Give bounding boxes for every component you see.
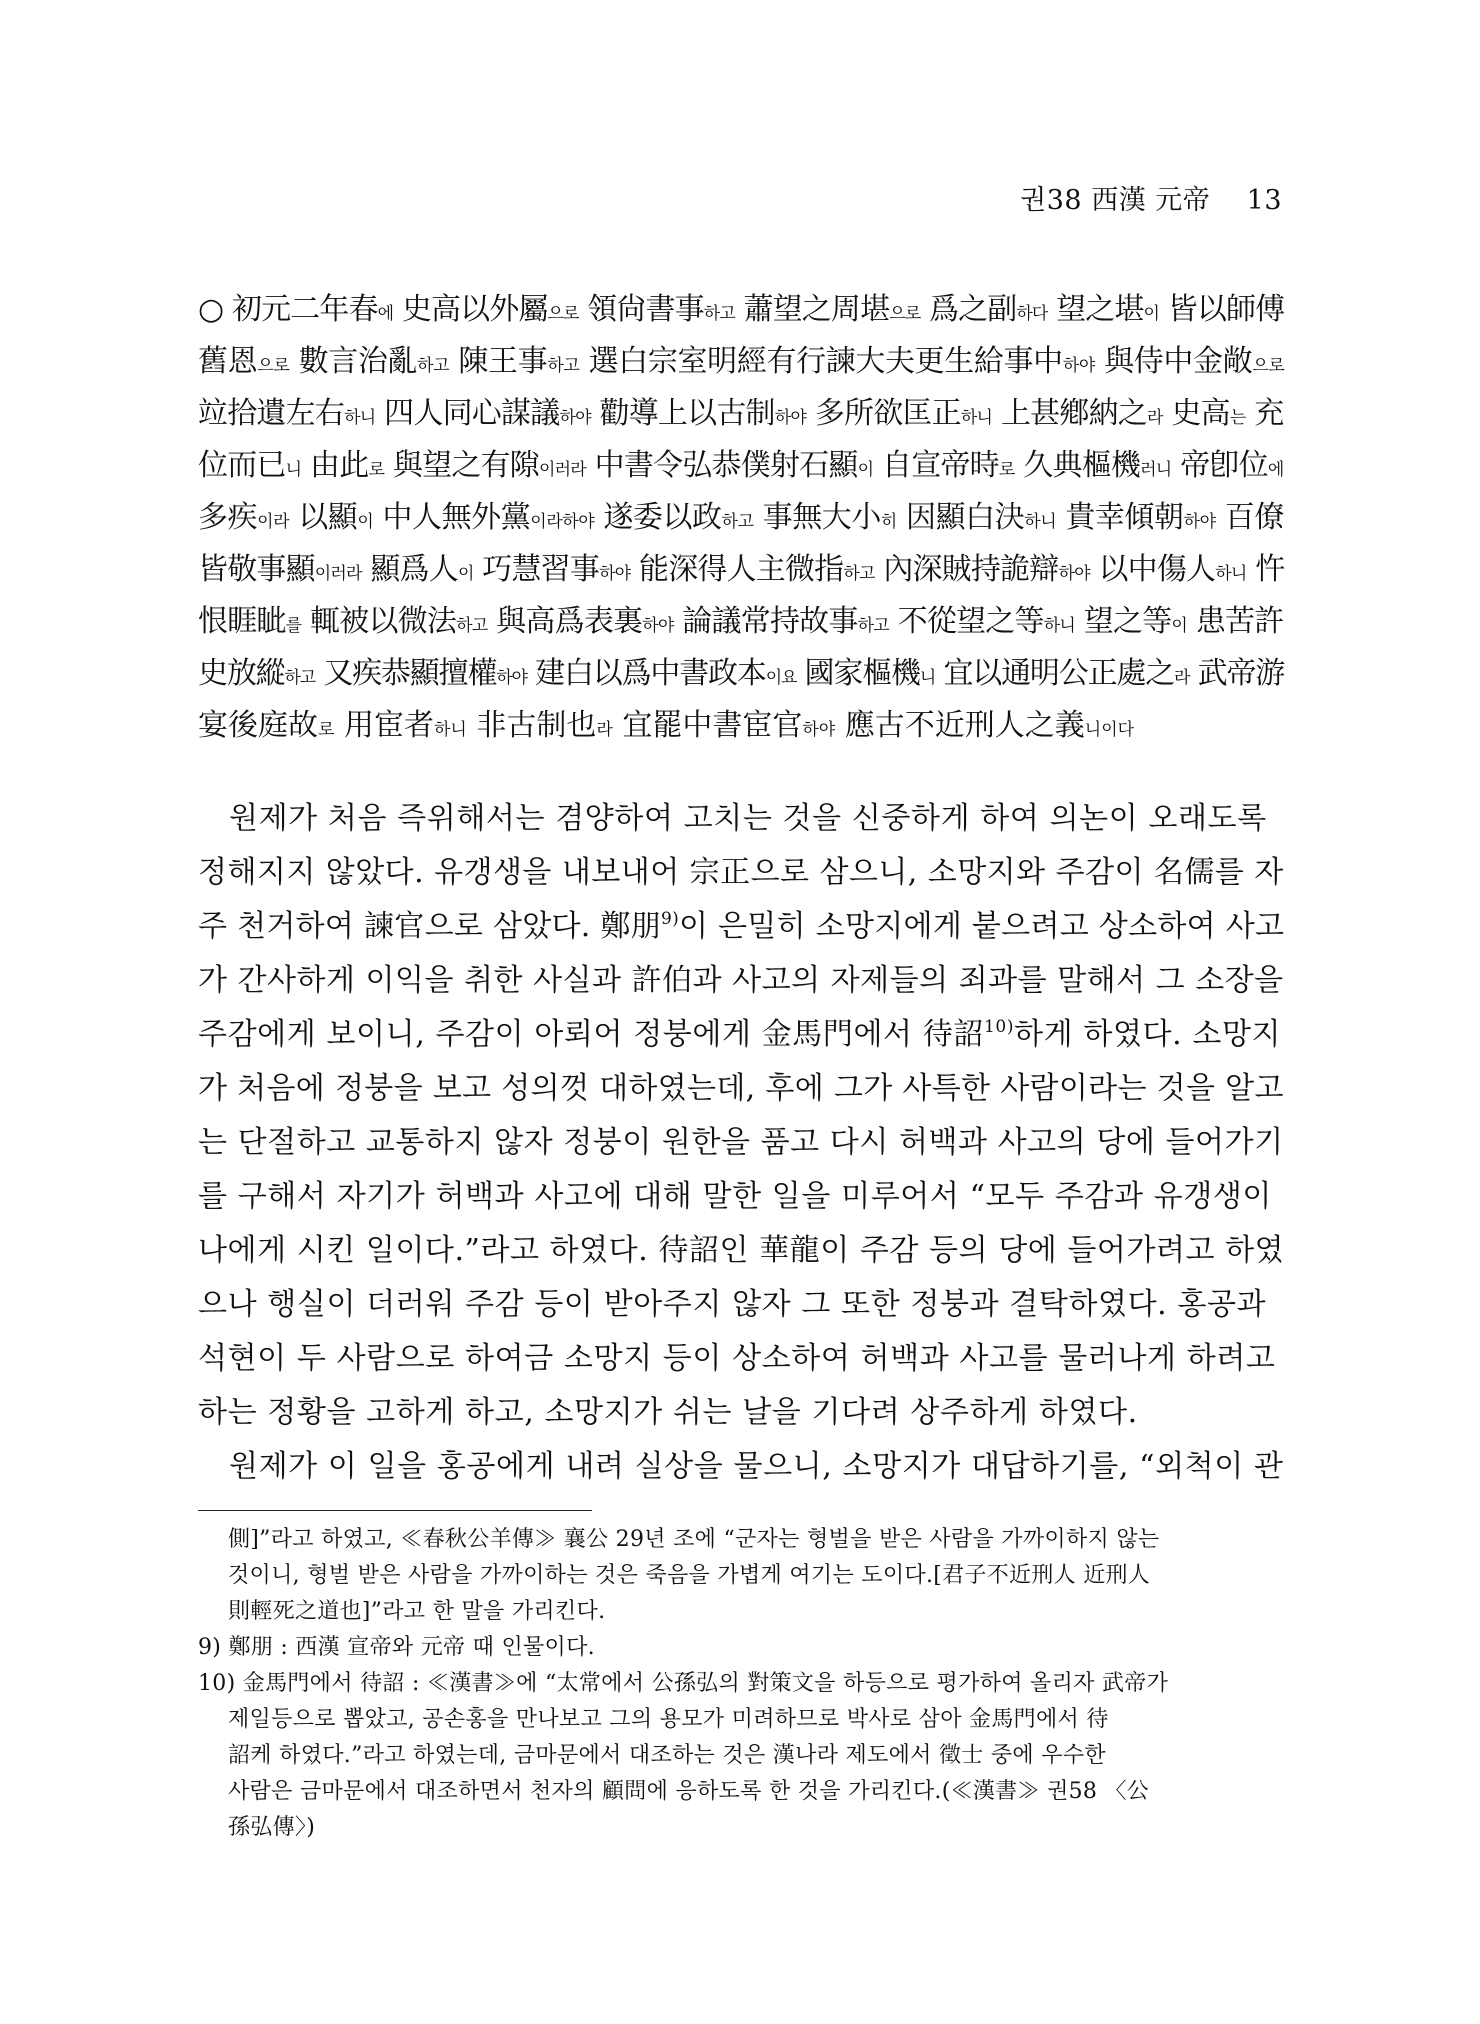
particle: 를 [285,616,302,636]
particle: 으로 [257,356,290,376]
particle: 라 [1174,668,1190,688]
particle: 하니 [1024,512,1057,532]
particle: 로 [368,460,385,480]
footnote-number: 9) [198,1635,222,1660]
footnote-line: 것이니, 형벌 받은 사람을 가까이하는 것은 죽음을 가볍게 여기는 도이다.[君子不近刑人 近刑人 [228,1563,1151,1588]
classical-text-line: 多疾이라 以顯이 中人無外黨이라하야 遂委以政하고 事無大小히 因顯白決하니 貴幸傾朝하야 百僚 [198,500,1284,535]
classical-text-line: 史放縱하고 又疾恭顯擅權하야 建白以爲中書政本이요 國家樞機니 宜以通明公正處之라 武帝游 [198,656,1285,691]
particle: 러니 [1140,460,1172,480]
particle: 라 [1147,408,1163,428]
classical-text-line: 皆敬事顯이러라 顯爲人이 巧慧習事하야 能深得人主微指하고 內深賊持詭辯하야 以中傷人하니 忤 [198,552,1285,587]
footnote-line: 側]”라고 하였고, ≪春秋公羊傳≫ 襄公 29년 조에 “군자는 형벌을 받은 사람을 가까이하지 않는 [228,1527,1160,1552]
particle: 하니 [960,408,993,428]
particle: 에 [1267,460,1284,480]
particle: 하니 [344,408,376,428]
footnote-line: 孫弘傳〉) [228,1815,316,1840]
particle: 하야 [599,564,631,584]
footnote-number: 10) [198,1671,236,1696]
particle: 이 [1171,616,1188,636]
particle: 니 [285,460,302,480]
classical-text-line: 恨睚眦를 輒被以微法하고 與高爲表裏하야 論議常持故事하고 不從望之等하니 望之等이 患苦許 [198,604,1284,639]
classical-chinese-text [198,284,1284,752]
particle: 하니 [1043,616,1076,636]
particle: 니이다 [1084,720,1135,740]
translation-line: 주감에게 보이니, 주감이 아뢰어 정붕에게 金馬門에서 待詔$^{10)}$하게 하였다. 소망지 [198,1017,1282,1052]
particle: 하야 [1058,564,1090,584]
particle: 이 [357,512,374,532]
footnote-9: 9) 鄭朋 : 西漢 宣帝와 元帝 때 인물이다. [198,1630,1284,1666]
translation-line: 원제가 처음 즉위해서는 겸양하여 고치는 것을 신중하게 하여 의논이 오래도록 [229,801,1267,836]
particle: 하고 [721,512,754,532]
footnote-line: 제일등으로 뽑았고, 공손홍을 만나보고 그의 용모가 미려하므로 박사로 삼아 金馬門에서 待 [228,1707,1109,1732]
footnote-ref-9: 9) [660,909,680,929]
running-header [1020,178,1282,217]
translation-line: 정해지지 않았다. 유갱생을 내보내어 宗正으로 삼으니, 소망지와 주감이 名儒를 자 [198,855,1284,890]
particle: 이요 [765,668,797,688]
particle: 하야 [774,408,807,428]
particle: 에 [377,304,394,324]
particle: 으로 [889,304,921,324]
particle: 이라하야 [530,512,595,532]
particle: 로 [998,460,1015,480]
particle: 하다 [1016,304,1048,324]
particle: 니 [919,668,936,688]
translation-line: 나에게 시킨 일이다.”라고 하였다. 待詔인 華龍이 주감 등의 당에 들어가려고 하였 [198,1233,1285,1268]
classical-text-line: 位而已니 由此로 與望之有隙이러라 中書令弘恭僕射石顯이 自宣帝時로 久典樞機러니 帝卽位에 [198,448,1284,483]
particle: 이 [457,564,474,584]
translation-line: 주 천거하여 諫官으로 삼았다. 鄭朋$^{9)}$이 은밀히 소망지에게 붙으려고 상소하여 사고 [198,909,1285,944]
particle: 히 [880,512,897,532]
particle: 하야 [559,408,591,428]
particle: 이러라 [314,564,362,584]
particle: 하니 [433,720,467,740]
particle: 이 [1143,304,1160,324]
korean-translation [198,792,1284,1494]
translation-line: 가 간사하게 이익을 취한 사실과 許伯과 사고의 자제들의 죄과를 말해서 그 소장을 [198,963,1284,998]
particle: 하고 [456,616,488,636]
classical-text-line: 舊恩으로 數言治亂하고 陳王事하고 選白宗室明經有行諫大夫更生給事中하야 與侍中金敞으로 [198,344,1285,379]
particle: 라 [596,720,613,740]
translation-line: 하는 정황을 고하게 하고, 소망지가 쉬는 날을 기다려 상주하게 하였다. [198,1395,1138,1430]
particle: 하야 [1062,356,1095,376]
particle: 이 [857,460,874,480]
footnotes [198,1522,1284,1846]
particle: 하고 [547,356,580,376]
footnote-divider [198,1510,592,1511]
classical-text-line: 竝拾遺左右하니 四人同心謀議하야 勸導上以古制하야 多所欲匡正하니 上甚鄕納之라 史高는 充 [198,396,1284,431]
particle: 하고 [284,668,315,688]
particle: 하고 [417,356,450,376]
particle: 으로 [547,304,579,324]
footnote-10: 10) 金馬門에서 待詔 : ≪漢書≫에 “太常에서 公孫弘의 對策文을 하등으로 평가하여 올리자 武帝가 [198,1666,1284,1702]
particle: 하야 [642,616,674,636]
translation-line: 원제가 이 일을 홍공에게 내려 실상을 물으니, 소망지가 대답하기를, “외척이 관 [229,1449,1284,1484]
particle: 하고 [703,304,735,324]
classical-text-line: ○ 初元二年春에 史高以外屬으로 領尙書事하고 蕭望之周堪으로 爲之副하다 望之堪이 皆以師傅 [198,292,1285,327]
translation-line: 를 구해서 자기가 허백과 사고에 대해 말한 일을 미루어서 “모두 주감과 유갱생이 [198,1179,1272,1214]
translation-line: 으나 행실이 더러워 주감 등이 받아주지 않자 그 또한 정붕과 결탁하였다. 홍공과 [198,1287,1267,1322]
particle: 이라 [257,512,290,532]
footnote-line: 사람은 금마문에서 대조하면서 천자의 顧問에 응하도록 한 것을 가리킨다.(≪漢書≫ 권58 〈公 [228,1779,1150,1804]
particle: 이러라 [538,460,586,480]
running-title: 권38 西漢 元帝 [1020,185,1211,216]
particle: 으로 [1252,356,1285,376]
particle: 로 [318,720,335,740]
particle: 하야 [802,720,836,740]
translation-line: 석현이 두 사람으로 하여금 소망지 등이 상소하여 허백과 사고를 물러나게 하려고 [198,1341,1276,1376]
footnote-ref-10: 10) [983,1017,1015,1037]
particle: 하야 [1183,512,1216,532]
particle: 는 [1229,408,1246,428]
particle: 하야 [496,668,527,688]
classical-text-line: 宴後庭故로 用宦者하니 非古制也라 宜罷中書宦官하야 應古不近刑人之義니이다 [198,708,1135,743]
particle: 하고 [857,616,889,636]
translation-line: 는 단절하고 교통하지 않자 정붕이 원한을 품고 다시 허백과 사고의 당에 들어가기 [198,1125,1284,1160]
footnote-line: 詔케 하였다.”라고 하였는데, 금마문에서 대조하는 것은 漢나라 제도에서 徵士 중에 우수한 [228,1743,1106,1768]
particle: 하니 [1215,564,1247,584]
page-number: 13 [1246,185,1282,216]
footnote-line: 則輕死之道也]”라고 한 말을 가리킨다. [228,1599,606,1624]
particle: 하고 [843,564,875,584]
translation-line: 가 처음에 정붕을 보고 성의껏 대하였는데, 후에 그가 사특한 사람이라는 것을 알고 [198,1071,1284,1106]
